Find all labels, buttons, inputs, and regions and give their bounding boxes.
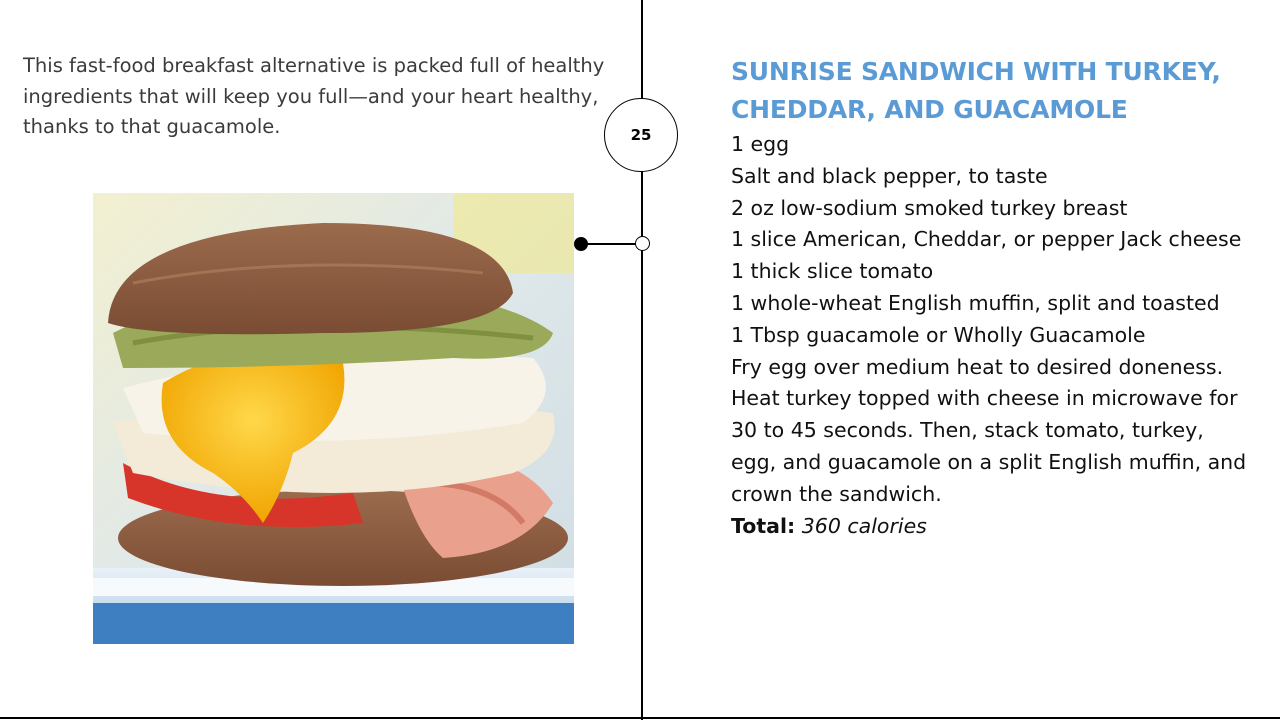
sandwich-photo	[93, 193, 574, 644]
recipe-panel	[731, 53, 1251, 542]
total-calories: 360 calories	[801, 513, 927, 538]
recipe-total	[731, 511, 1251, 543]
ingredient-line: 1 whole-wheat English muffin, split and toasted	[731, 290, 1220, 315]
ingredient-line: 2 oz low-sodium smoked turkey breast	[731, 195, 1128, 220]
recipe-instructions: Fry egg over medium heat to desired doneness. Heat turkey topped with cheese in microwave for 30 to 45 seconds. Then, stack tomato, turkey, egg, and guacamole on a split English muffin, and crown the sandwich.	[731, 354, 1247, 506]
bottom-rule	[0, 717, 1280, 719]
total-label: Total:	[731, 513, 796, 538]
ingredient-line: 1 slice American, Cheddar, or pepper Jack cheese	[731, 227, 1242, 252]
connector-line	[581, 243, 636, 245]
ingredient-line: 1 egg	[731, 132, 790, 156]
recipe-title: SUNRISE SANDWICH WITH TURKEY, CHEDDAR, AND GUACAMOLE	[731, 57, 1221, 124]
timeline-node	[635, 236, 650, 251]
intro-paragraph: This fast-food breakfast alternative is packed full of healthy ingredients that will keep you full—and your heart healthy, thanks to that guacamole.	[23, 54, 605, 138]
page-number-badge: 25	[604, 98, 678, 172]
ingredient-line: 1 thick slice tomato	[731, 259, 934, 284]
ingredient-line: Salt and black pepper, to taste	[731, 163, 1048, 188]
ingredient-line: 1 Tbsp guacamole or Wholly Guacamole	[731, 322, 1146, 347]
connector-dot	[574, 237, 588, 251]
